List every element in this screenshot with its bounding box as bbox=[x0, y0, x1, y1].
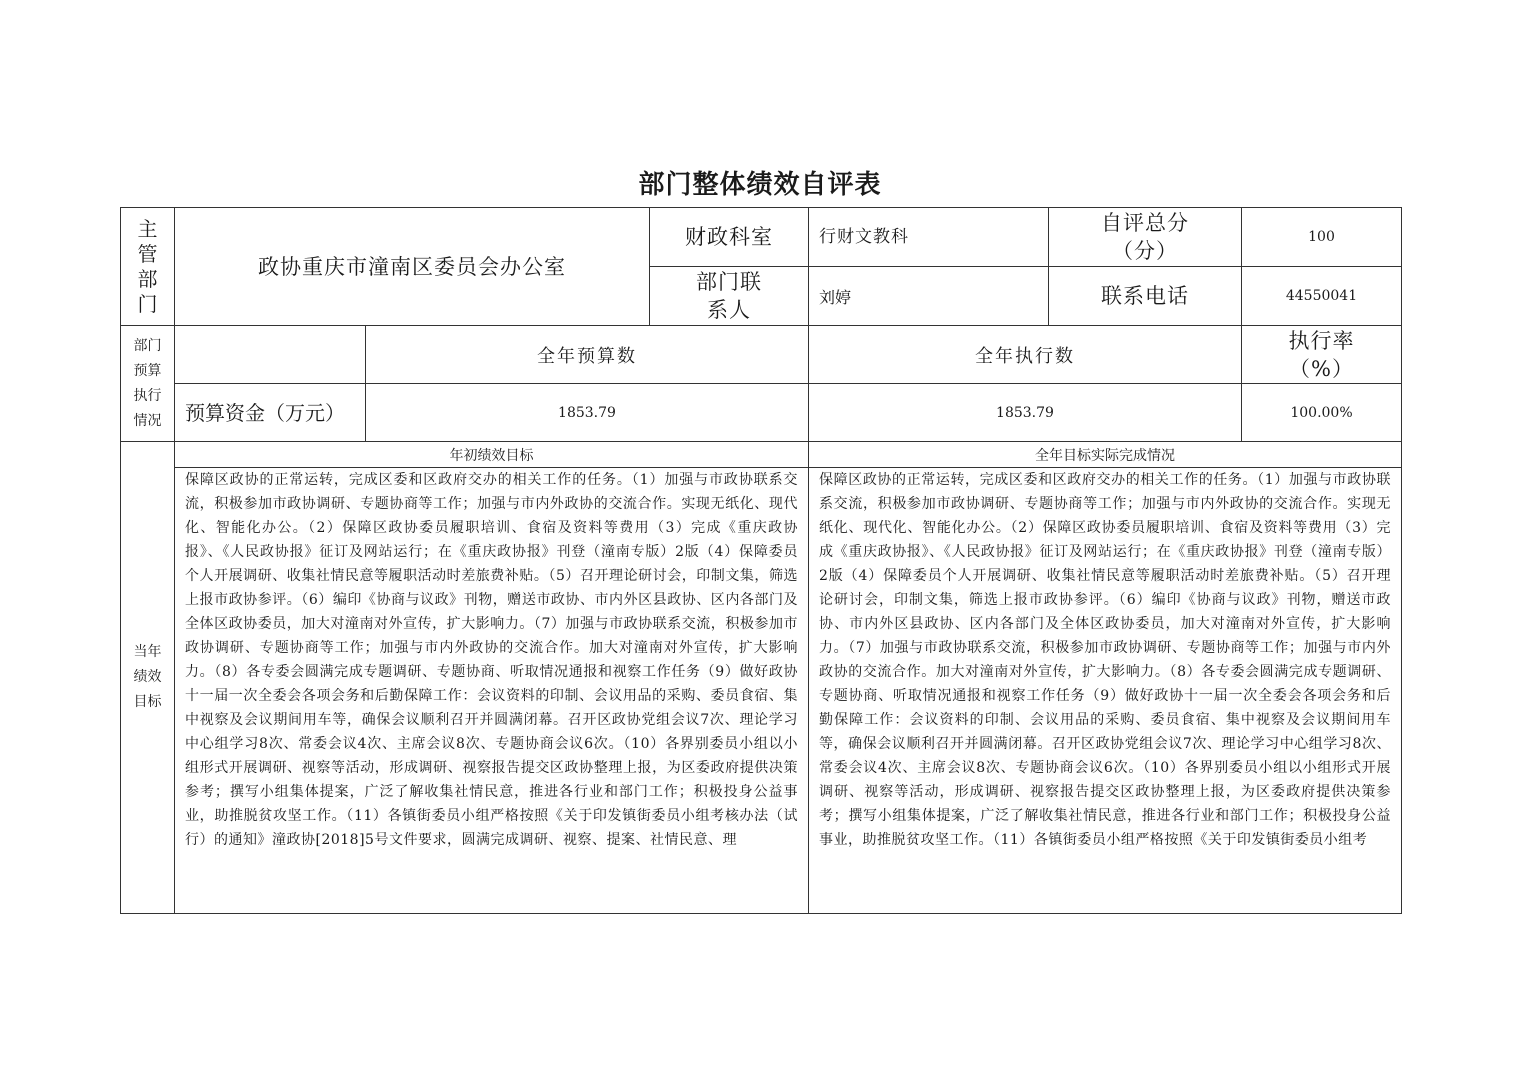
phone-value: 44550041 bbox=[1242, 267, 1402, 326]
annual-exec-value: 1853.79 bbox=[809, 384, 1242, 442]
budget-section-label: 部门预算执行情况 bbox=[133, 337, 162, 429]
goals-section-label: 当年绩效目标 bbox=[133, 644, 162, 710]
contact-label-cell bbox=[650, 267, 809, 326]
actual-goals-header: 全年目标实际完成情况 bbox=[809, 442, 1402, 468]
empty-cell bbox=[175, 326, 366, 384]
funds-label: 预算资金（万元） bbox=[175, 384, 366, 442]
contact-value: 刘婷 bbox=[809, 267, 1049, 326]
dept-value: 政协重庆市潼南区委员会办公室 bbox=[175, 208, 650, 326]
score-label: 自评总分（分） bbox=[1101, 211, 1189, 263]
goals-section-cell bbox=[121, 442, 175, 914]
score-label-cell bbox=[1049, 208, 1242, 267]
performance-table bbox=[120, 207, 1402, 914]
initial-goals-text: 保障区政协的正常运转，完成区委和区政府交办的相关工作的任务。（1）加强与市政协联系交流，积极参加市政协调研、专题协商等工作；加强与市内外政协的交流合作。实现无纸化、现代化、智能化办公。（2）保障区政协委员履职培训、食宿及资料等费用（3）完成《重庆政协报》、《人民政协报》征订及网站运行；在《重庆政协报》刊登（潼南专版）2版（4）保障委员个人开展调研、收集社情民意等履职活动时差旅费补贴。（5）召开理论研讨会，印制文集，筛选上报市政协参评。（6）编印《协商与议政》刊物，赠送市政协、市内外区县政协、区内各部门及全体区政协委员，加大对潼南对外宣传，扩大影响力。（7）加强与市政协联系交流，积极参加市政协调研、专题协商等工作；加强与市内外政协的交流合作。加大对潼南对外宣传，扩大影响力。（8）各专委会圆满完成专题调研、专题协商、听取情况通报和视察工作任务（9）做好政协十一届一次全委会各项会务和后勤保障工作：会议资料的印制、会议用品的采购、委员食宿、集中视察及会议期间用车等，确保会议顺利召开并圆满闭幕。召开区政协党组会议7次、理论学习中心组学习8次、常委会议4次、主席会议8次、专题协商会议6次。（10）各界别委员小组以小组形式开展调研、视察等活动，形成调研、视察报告提交区政协整理上报，为区委政府提供决策参考；撰写小组集体提案，广泛了解收集社情民意，推进各行业和部门工作；积极投身公益事业，助推脱贫攻坚工作。（11）各镇街委员小组严格按照《关于印发镇街委员小组考核办法（试行）的通知》潼政协[2018]5号文件要求，圆满完成调研、视察、提案、社情民意、理 bbox=[185, 472, 798, 848]
actual-goals-text: 保障区政协的正常运转，完成区委和区政府交办的相关工作的任务。（1）加强与市政协联系交流，积极参加市政协调研、专题协商等工作；加强与市内外政协的交流合作。实现无纸化、现代化、智能化办公。（2）保障区政协委员履职培训、食宿及资料等费用（3）完成《重庆政协报》、《人民政协报》征订及网站运行；在《重庆政协报》刊登（潼南专版）2版（4）保障委员个人开展调研、收集社情民意等履职活动时差旅费补贴。（5）召开理论研讨会，印制文集，筛选上报市政协参评。（6）编印《协商与议政》刊物，赠送市政协、市内外区县政协、区内各部门及全体区政协委员，加大对潼南对外宣传，扩大影响力。（7）加强与市政协联系交流，积极参加市政协调研、专题协商等工作；加强与市内外政协的交流合作。加大对潼南对外宣传，扩大影响力。（8）各专委会圆满完成专题调研、专题协商、听取情况通报和视察工作任务（9）做好政协十一届一次全委会各项会务和后勤保障工作：会议资料的印制、会议用品的采购、委员食宿、集中视察及会议期间用车等，确保会议顺利召开并圆满闭幕。召开区政协党组会议7次、理论学习中心组学习8次、常委会议4次、主席会议8次、专题协商会议6次。（10）各界别委员小组以小组形式开展调研、视察等活动，形成调研、视察报告提交区政协整理上报，为区委政府提供决策参考；撰写小组集体提案，广泛了解收集社情民意，推进各行业和部门工作；积极投身公益事业，助推脱贫攻坚工作。（11）各镇街委员小组严格按照《关于印发镇街委员小组考 bbox=[819, 472, 1391, 848]
score-value: 100 bbox=[1242, 208, 1402, 267]
contact-label: 部门联系人 bbox=[696, 270, 762, 322]
page-title: 部门整体绩效自评表 bbox=[638, 170, 882, 200]
rate-label-cell bbox=[1242, 326, 1402, 384]
dept-label-cell bbox=[121, 208, 175, 326]
initial-goals-text-cell bbox=[175, 468, 809, 914]
initial-goals-header: 年初绩效目标 bbox=[175, 442, 809, 468]
annual-budget-label: 全年预算数 bbox=[366, 326, 809, 384]
finance-label: 财政科室 bbox=[650, 208, 809, 267]
rate-label: 执行率（%） bbox=[1288, 328, 1355, 381]
rate-value: 100.00% bbox=[1242, 384, 1402, 442]
annual-budget-value: 1853.79 bbox=[366, 384, 809, 442]
actual-goals-text-cell bbox=[809, 468, 1402, 914]
dept-label: 主管部门 bbox=[137, 216, 158, 316]
budget-section-cell bbox=[121, 326, 175, 442]
phone-label: 联系电话 bbox=[1049, 267, 1242, 326]
annual-exec-label: 全年执行数 bbox=[809, 326, 1242, 384]
finance-value: 行财文教科 bbox=[809, 208, 1049, 267]
